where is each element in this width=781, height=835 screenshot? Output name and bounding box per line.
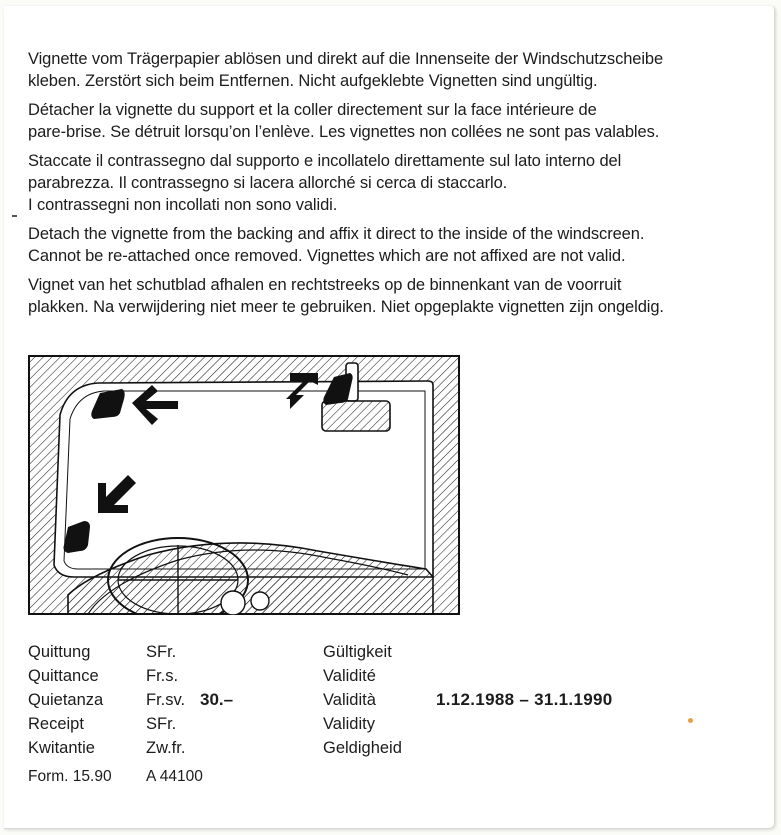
instructions-german (28, 48, 758, 92)
validity-labels-column (323, 640, 402, 760)
instructions-italian (28, 150, 758, 216)
instruction-line: pare-brise. Se détruit lorsqu’on l’enlève. Les vignettes non collées ne sont pas valables. (28, 123, 660, 141)
rear-view-mirror (322, 401, 390, 431)
currency-label: Fr.s. (146, 667, 179, 685)
instructions-english (28, 223, 758, 267)
validity-period: 1.12.1988 – 31.1.1990 (436, 690, 613, 709)
validity-label: Validità (323, 691, 376, 709)
instruction-line: Vignette vom Trägerpapier ablösen und direkt auf die Innenseite der Windschutzscheibe (28, 50, 664, 68)
instruction-line: Staccate il contrassegno dal supporto e incollatelo direttamente sul lato interno del (28, 152, 622, 170)
instruction-line: plakken. Na verwijdering niet meer te gebruiken. Niet opgeplakte vignetten zijn ongeldig. (28, 298, 664, 316)
receipt-label: Kwitantie (28, 739, 95, 757)
windscreen-placement-diagram (28, 355, 460, 615)
form-number: Form. 15.90 (28, 768, 112, 785)
currency-label: Fr.sv. (146, 691, 186, 709)
instruction-line: kleben. Zerstört sich beim Entfernen. Nicht aufgeklebte Vignetten sind ungültig. (28, 72, 598, 90)
receipt-labels-column (28, 640, 103, 760)
receipt-label: Receipt (28, 715, 84, 733)
receipt-label: Quittung (28, 643, 91, 661)
margin-mark (12, 215, 17, 217)
instruction-line: Vignet van het schutblad afhalen en rechtstreeks op de binnenkant van de voorruit (28, 276, 622, 294)
currency-label: Zw.fr. (146, 739, 186, 757)
currency-column (146, 640, 185, 760)
receipt-label: Quittance (28, 667, 99, 685)
validity-label: Validité (323, 667, 376, 685)
currency-label: SFr. (146, 715, 177, 733)
receipt-section (28, 640, 758, 810)
instruction-line: Detach the vignette from the backing and affix it direct to the inside of the windscreen. (28, 225, 645, 243)
instruction-line: Détacher la vignette du support et la coller directement sur la face intérieure de (28, 101, 597, 119)
validity-label: Geldigheid (323, 739, 402, 757)
validity-label: Gültigkeit (323, 643, 392, 661)
instruction-line: parabrezza. Il contrassegno si lacera allorché si cerca di staccarlo. (28, 174, 508, 192)
instructions-dutch (28, 274, 758, 318)
instructions-french (28, 99, 758, 143)
validity-label: Validity (323, 715, 375, 733)
instruction-line: Cannot be re-attached once removed. Vignettes which are not affixed are not valid. (28, 247, 626, 265)
instruction-line: I contrassegni non incollati non sono validi. (28, 196, 338, 214)
ink-dot (688, 718, 693, 723)
price-amount: 30.– (200, 690, 234, 709)
instructions-block (28, 48, 758, 325)
currency-label: SFr. (146, 643, 177, 661)
receipt-label: Quietanza (28, 691, 104, 709)
serial-number: A 44100 (146, 768, 203, 785)
